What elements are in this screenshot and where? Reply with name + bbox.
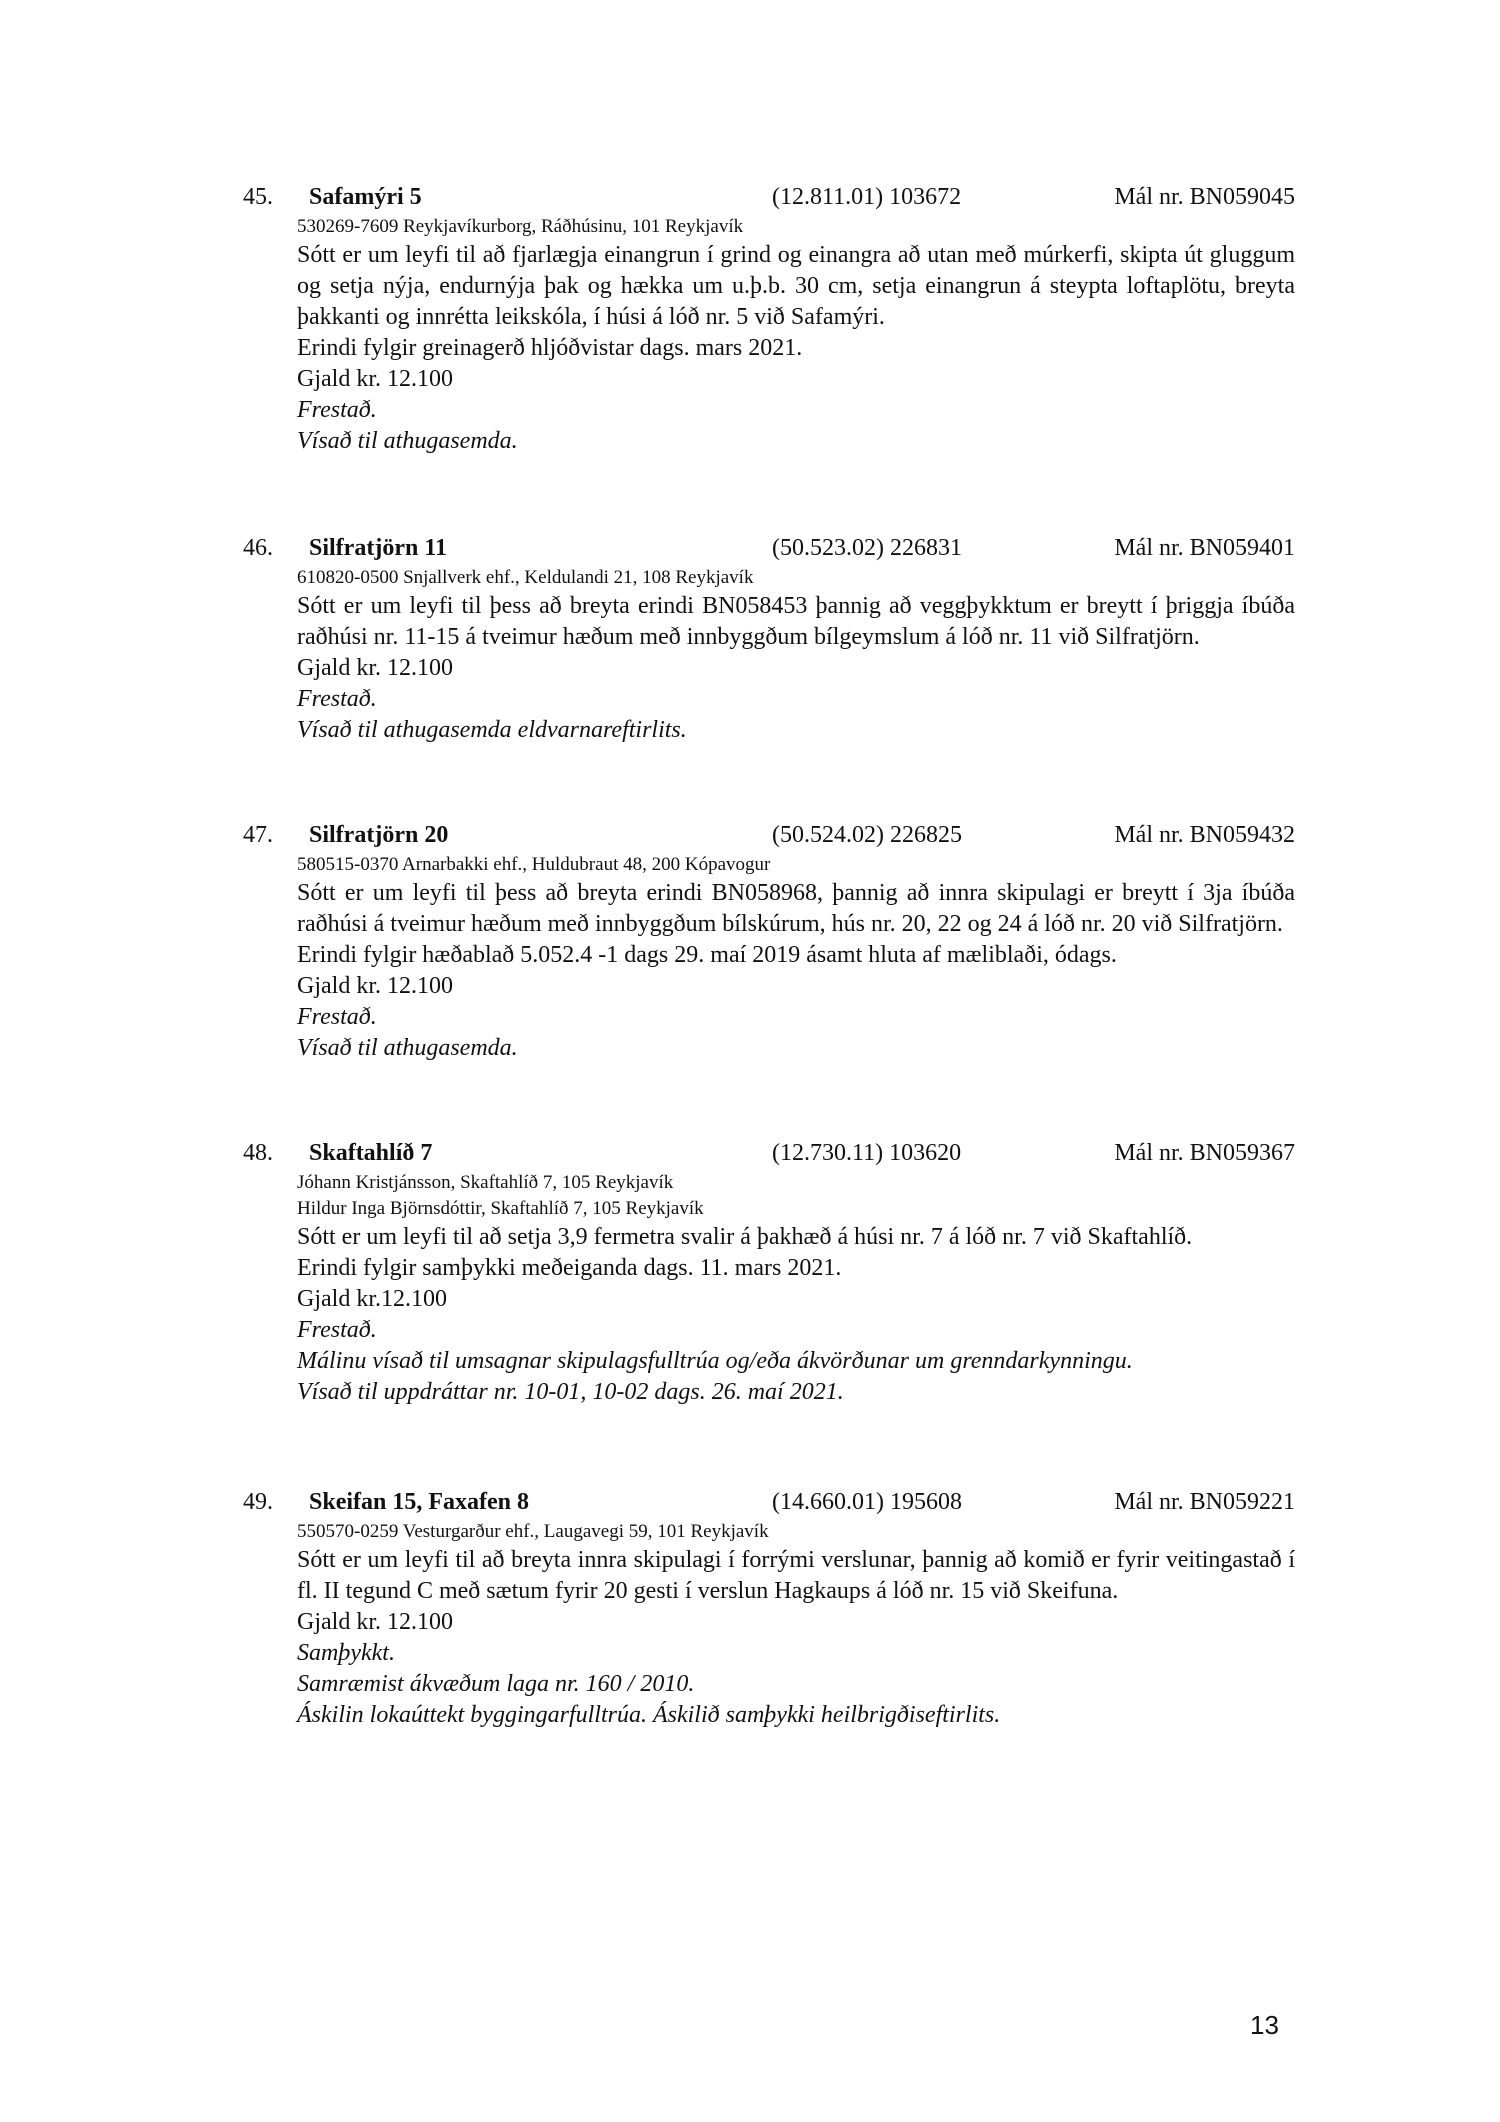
case-body: [297, 214, 1295, 457]
case-note: Erindi fylgir greinagerð hljóðvistar dags. mars 2021.: [297, 335, 803, 361]
case-description: Sótt er um leyfi til að breyta innra skipulagi í forrými verslunar, þannig að komið er fyrir veitingastað í fl. II tegund C með sætum fyrir 20 gesti í verslun Hagkaups á lóð nr. 15 við Skeifuna.: [297, 1547, 1295, 1604]
case-file-number: Mál nr. BN059045: [1114, 184, 1295, 210]
case-decision: Frestað.: [297, 686, 377, 712]
case-decision: Vísað til athugasemda.: [297, 428, 518, 454]
case-decision: Samþykkt.: [297, 1640, 395, 1666]
case-header: [243, 1137, 1295, 1170]
case-number: 48.: [243, 1140, 273, 1166]
case-decision: Áskilin lokaúttekt byggingarfulltrúa. Áskilið samþykki heilbrigðiseftirlits.: [297, 1702, 1001, 1728]
case-applicant: Hildur Inga Björnsdóttir, Skaftahlíð 7, 105 Reykjavík: [297, 1198, 704, 1219]
case-note: Erindi fylgir samþykki meðeiganda dags. 11. mars 2021.: [297, 1255, 842, 1281]
case-description: Sótt er um leyfi til þess að breyta erindi BN058968, þannig að innra skipulagi er breytt í 3ja íbúða raðhúsi á tveimur hæðum með innbyggðum bílskúrum, hús nr. 20, 22 og 24 á lóð nr. 20 við Silfratjörn.: [297, 880, 1295, 937]
case-file-number: Mál nr. BN059401: [1114, 535, 1295, 561]
case-file-number: Mál nr. BN059432: [1114, 822, 1295, 848]
case-header: [243, 181, 1295, 214]
case-fee: Gjald kr.12.100: [297, 1286, 447, 1312]
case-number: 45.: [243, 184, 273, 210]
case-decision: Frestað.: [297, 1317, 377, 1343]
case-land-ref: (12.811.01) 103672: [772, 184, 962, 210]
case-applicant: 610820-0500 Snjallverk ehf., Keldulandi 21, 108 Reykjavík: [297, 567, 754, 588]
case-number: 47.: [243, 822, 273, 848]
case-body: [297, 1519, 1295, 1731]
case-fee: Gjald kr. 12.100: [297, 973, 453, 999]
case-address: Skaftahlíð 7: [309, 1140, 433, 1166]
case-applicant: 580515-0370 Arnarbakki ehf., Huldubraut 48, 200 Kópavogur: [297, 854, 771, 875]
case-item-46: [243, 532, 1295, 746]
case-header: [243, 1486, 1295, 1519]
case-fee: Gjald kr. 12.100: [297, 366, 453, 392]
case-body: [297, 852, 1295, 1064]
case-header: [243, 532, 1295, 565]
case-address: Silfratjörn 20: [309, 822, 449, 848]
case-decision: Vísað til athugasemda eldvarnareftirlits.: [297, 717, 687, 743]
case-decision: Málinu vísað til umsagnar skipulagsfulltrúa og/eða ákvörðunar um grenndarkynningu.: [297, 1348, 1133, 1374]
case-item-47: [243, 819, 1295, 1064]
case-body: [297, 565, 1295, 746]
case-item-49: [243, 1486, 1295, 1731]
case-address: Silfratjörn 11: [309, 535, 447, 561]
case-decision: Frestað.: [297, 397, 377, 423]
case-applicant: 550570-0259 Vesturgarður ehf., Laugavegi 59, 101 Reykjavík: [297, 1521, 769, 1542]
case-header: [243, 819, 1295, 852]
case-address: Skeifan 15, Faxafen 8: [309, 1489, 530, 1515]
case-land-ref: (12.730.11) 103620: [772, 1140, 962, 1166]
case-decision: Vísað til uppdráttar nr. 10-01, 10-02 dags. 26. maí 2021.: [297, 1379, 844, 1405]
case-body: [297, 1170, 1295, 1408]
case-file-number: Mál nr. BN059367: [1114, 1140, 1295, 1166]
case-land-ref: (14.660.01) 195608: [772, 1489, 962, 1515]
page-number: 13: [1250, 2010, 1279, 2040]
case-fee: Gjald kr. 12.100: [297, 655, 453, 681]
case-address: Safamýri 5: [309, 184, 422, 210]
case-description: Sótt er um leyfi til að fjarlægja einangrun í grind og einangra að utan með múrkerfi, skipta út gluggum og setja nýja, endurnýja þak og hækka um u.þ.b. 30 cm, setja einangrun á steypta loftaplötu, breyta þakkanti og innrétta leikskóla, í húsi á lóð nr. 5 við Safamýri.: [297, 242, 1295, 330]
case-applicant: Jóhann Kristjánsson, Skaftahlíð 7, 105 Reykjavík: [297, 1172, 674, 1193]
case-number: 46.: [243, 535, 273, 561]
case-file-number: Mál nr. BN059221: [1114, 1489, 1295, 1515]
case-item-48: [243, 1137, 1295, 1408]
case-land-ref: (50.523.02) 226831: [772, 535, 962, 561]
case-note: Erindi fylgir hæðablað 5.052.4 -1 dags 29. maí 2019 ásamt hluta af mæliblaði, ódags.: [297, 942, 1117, 968]
case-number: 49.: [243, 1489, 273, 1515]
case-applicant: 530269-7609 Reykjavíkurborg, Ráðhúsinu, 101 Reykjavík: [297, 216, 744, 237]
case-decision: Vísað til athugasemda.: [297, 1035, 518, 1061]
case-land-ref: (50.524.02) 226825: [772, 822, 962, 848]
case-item-45: [243, 181, 1295, 457]
case-decision: Samræmist ákvæðum laga nr. 160 / 2010.: [297, 1671, 695, 1697]
case-decision: Frestað.: [297, 1004, 377, 1030]
case-description: Sótt er um leyfi til þess að breyta erindi BN058453 þannig að veggþykktum er breytt í þriggja íbúða raðhúsi nr. 11-15 á tveimur hæðum með innbyggðum bílgeymslum á lóð nr. 11 við Silfratjörn.: [297, 593, 1295, 650]
case-description: Sótt er um leyfi til að setja 3,9 fermetra svalir á þakhæð á húsi nr. 7 á lóð nr. 7 við Skaftahlíð.: [297, 1224, 1193, 1250]
case-fee: Gjald kr. 12.100: [297, 1609, 453, 1635]
